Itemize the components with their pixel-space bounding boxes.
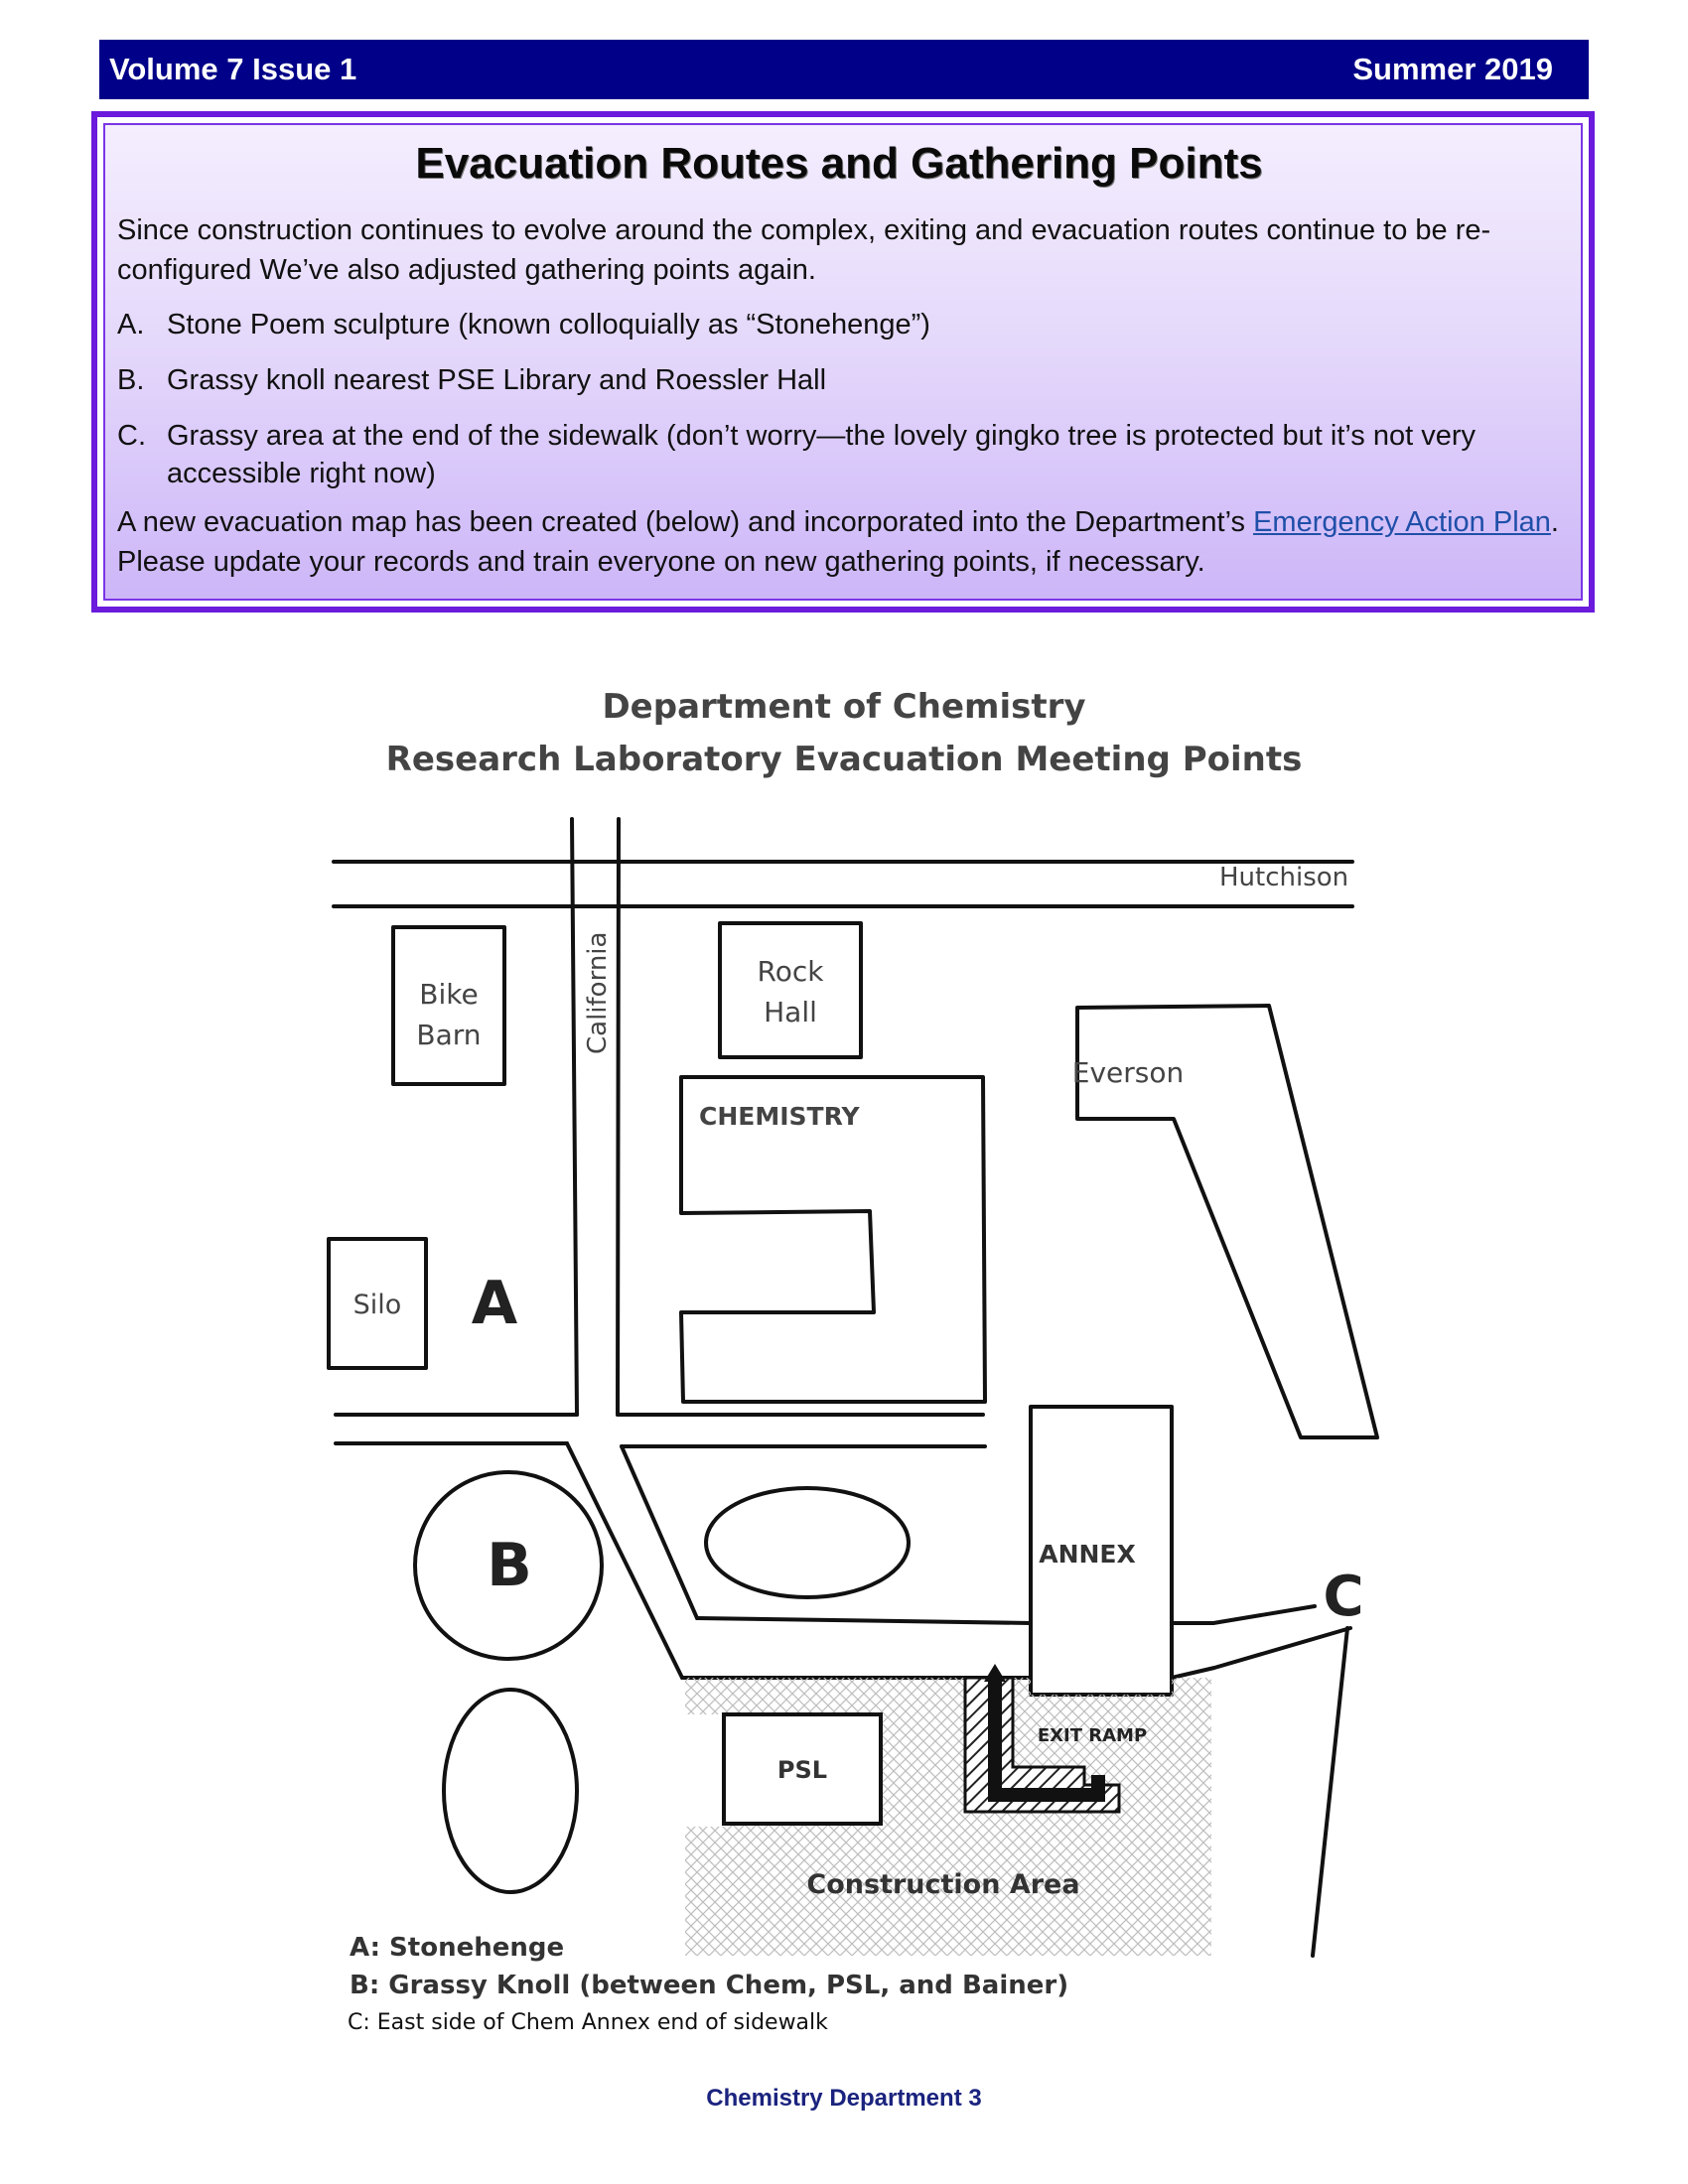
list-item-text: Grassy knoll nearest PSE Library and Roessler Hall xyxy=(167,364,827,396)
construction-area-label: Construction Area xyxy=(806,1869,1080,1900)
diagonal-path-east xyxy=(622,1446,697,1618)
sidewalk-to-c-south xyxy=(1172,1628,1350,1678)
gathering-point-a: A xyxy=(471,1269,518,1338)
exit-arrow-icon xyxy=(984,1664,1006,1682)
exit-ramp-label: EXIT RAMP xyxy=(1037,1725,1148,1746)
gathering-point-c: C xyxy=(1323,1565,1364,1629)
grass-oval-center xyxy=(706,1488,909,1597)
article-intro: Since construction continues to evolve around the complex, exiting and evacuation routes continue to be re-configured We’ve also adjusted gathering points again. xyxy=(117,214,1491,286)
grass-oval-south xyxy=(444,1690,577,1892)
gathering-points-list xyxy=(117,306,1561,492)
bike-barn-label-line2: Barn xyxy=(416,1019,482,1051)
list-item xyxy=(117,361,1561,399)
rock-hall-label-line2: Hall xyxy=(764,996,817,1028)
psl-label: PSL xyxy=(776,1756,828,1784)
silo-label: Silo xyxy=(352,1290,402,1320)
list-marker: C. xyxy=(117,420,146,452)
diagonal-path-west xyxy=(567,1443,682,1678)
outro-text: A new evacuation map has been created (below) and incorporated into the Department’s xyxy=(117,506,1254,538)
list-item-text: Grassy area at the end of the sidewalk (don’t worry—the lovely gingko tree is protected but it’s not very accessible right now) xyxy=(167,420,1477,489)
article-panel xyxy=(91,111,1595,613)
everson-label: Everson xyxy=(1071,1056,1185,1089)
legend-b: B: Grassy Knoll (between Chem, PSL, and Bainer) xyxy=(350,1971,1069,2000)
season-date: Summer 2019 xyxy=(1352,52,1553,86)
map-title-line2: Research Laboratory Evacuation Meeting Points xyxy=(385,740,1303,779)
gathering-point-b: B xyxy=(487,1531,532,1600)
bike-barn-label-line1: Bike xyxy=(419,978,479,1011)
hutchison-label: Hutchison xyxy=(1219,863,1349,892)
list-item-text: Stone Poem sculpture (known colloquially as “Stonehenge”) xyxy=(167,309,930,341)
article-outro xyxy=(117,502,1561,582)
outro-text-end: . Please update your records and train everyone on new gathering points, if necessary. xyxy=(117,506,1559,578)
list-marker: A. xyxy=(117,309,145,341)
list-item xyxy=(117,306,1561,343)
path-upper xyxy=(697,1618,1031,1623)
evacuation-map xyxy=(298,675,1430,2045)
list-marker: B. xyxy=(117,364,145,396)
list-item xyxy=(117,417,1561,492)
california-street-east xyxy=(618,819,619,1415)
volume-issue: Volume 7 Issue 1 xyxy=(109,52,357,86)
rock-hall-building xyxy=(720,923,861,1057)
sidewalk-to-c-north xyxy=(1172,1606,1315,1623)
legend-a: A: Stonehenge xyxy=(350,1933,565,1963)
emergency-action-plan-link[interactable]: Emergency Action Plan xyxy=(1253,506,1551,538)
evacuation-map-svg xyxy=(298,675,1430,2045)
california-label: California xyxy=(583,931,613,1054)
article-panel-inner xyxy=(103,123,1583,601)
annex-label: ANNEX xyxy=(1039,1540,1136,1569)
sidewalk-c-edge xyxy=(1313,1628,1347,1956)
newsletter-header-bar xyxy=(99,40,1589,99)
article-title: Evacuation Routes and Gathering Points xyxy=(415,139,1263,188)
page-footer: Chemistry Department 3 xyxy=(706,2085,982,2112)
chemistry-label: CHEMISTRY xyxy=(699,1102,860,1131)
rock-hall-label-line1: Rock xyxy=(757,955,824,988)
legend-c: C: East side of Chem Annex end of sidewalk xyxy=(348,2010,828,2035)
map-title-line1: Department of Chemistry xyxy=(602,687,1086,727)
